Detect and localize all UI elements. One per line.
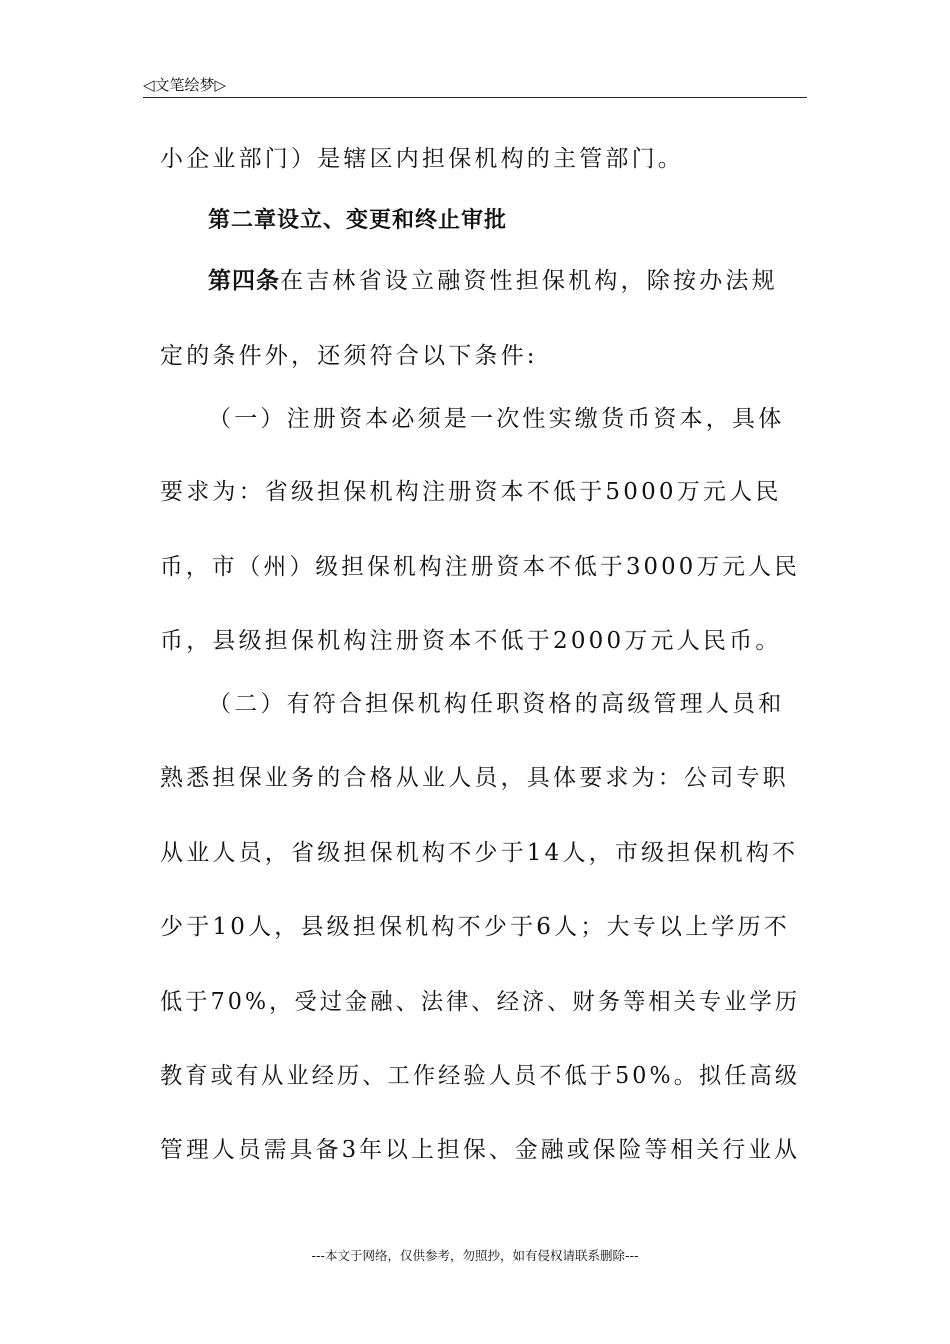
article-paragraph (208, 262, 778, 295)
body-line-9: （二）有符合担保机构任职资格的高级管理人员和 (208, 691, 785, 717)
page-header-title: ◁文笔绘梦▷ (143, 76, 227, 94)
body-line-4: 定的条件外，还须符合以下条件: (160, 343, 538, 369)
body-line-10: 熟悉担保业务的合格从业人员，具体要求为：公司专职 (160, 765, 789, 791)
body-line-1: 小企业部门）是辖区内担保机构的主管部门。 (160, 146, 684, 172)
header-divider (143, 97, 807, 98)
page-footer-notice: ---本文于网络，仅供参考，勿照抄，如有侵权请联系删除--- (311, 1248, 639, 1263)
body-line-11: 从业人员，省级担保机构不少于14人，市级担保机构不 (160, 840, 799, 866)
article-label: 第四条 (208, 268, 280, 294)
body-line-8: 币，县级担保机构注册资本不低于2000万元人民币。 (160, 628, 782, 654)
body-line-6: 要求为：省级担保机构注册资本不低于5000万元人民 (160, 479, 782, 505)
body-line-14: 教育或有从业经历、工作经验人员不低于50%。拟任高级 (160, 1063, 801, 1089)
body-line-13: 低于70%，受过金融、法律、经济、财务等相关专业学历 (160, 989, 801, 1015)
article-text: 在吉林省设立融资性担保机构，除按办法规 (280, 268, 778, 294)
chapter-heading: 第二章设立、变更和终止审批 (208, 208, 508, 233)
body-line-5: （一）注册资本必须是一次性实缴货币资本，具体 (208, 406, 785, 432)
body-line-7: 币，市（州）级担保机构注册资本不低于3000万元人民 (160, 554, 800, 580)
body-line-15: 管理人员需具备3年以上担保、金融或保险等相关行业从 (160, 1137, 801, 1163)
body-line-12: 少于10人，县级担保机构不少于6人；大专以上学历不 (160, 914, 790, 940)
